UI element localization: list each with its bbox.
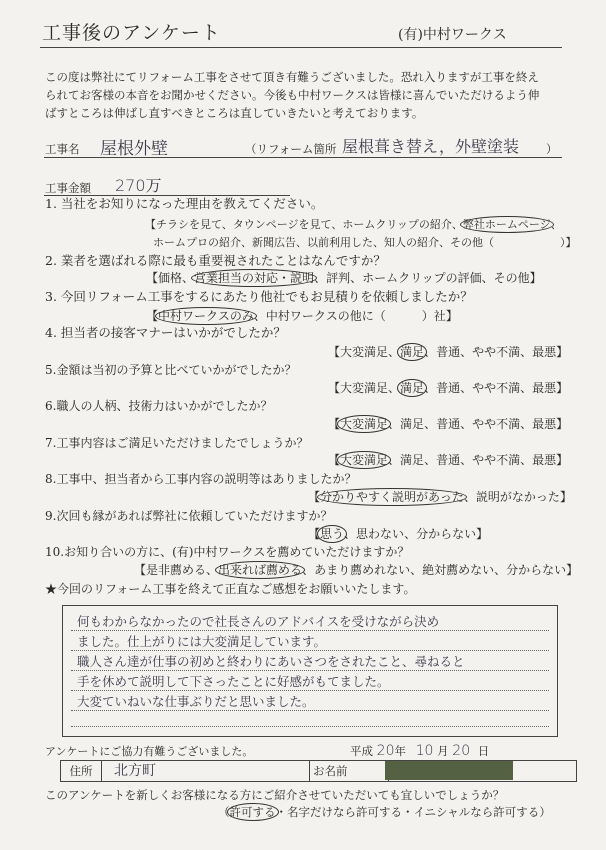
date-year: 20 (376, 743, 395, 759)
bracket-open: 【 (328, 417, 341, 431)
company-name: (有)中村ワークス (398, 27, 507, 43)
option[interactable]: やや不満 (472, 345, 521, 359)
bracket-open: （ (218, 805, 230, 819)
bracket-close: 】 (559, 490, 572, 504)
option[interactable]: やや不満 (472, 453, 521, 467)
option[interactable]: タウンページを見て (232, 218, 332, 231)
question-2-options (146, 270, 542, 286)
option[interactable]: 普通 (436, 345, 461, 359)
separator: 、 (296, 236, 307, 249)
day-label: 日 (477, 744, 490, 758)
bracket-open: 【 (146, 271, 159, 285)
option[interactable]: 普通 (436, 381, 461, 395)
option-selected[interactable]: 満足 (397, 343, 427, 361)
address-field[interactable] (102, 761, 310, 781)
separator: 、 (404, 527, 417, 541)
comment-prompt: ★今回のリフォーム工事を終えて正直なご感想をお願いいたします。 (45, 582, 416, 596)
option[interactable]: 満足 (400, 417, 425, 431)
separator: 、 (331, 218, 343, 231)
dotted-line (71, 726, 549, 727)
question-4: 4. 担当者の接客マナーはいかがでしたか？ (45, 325, 286, 340)
bracket-open: 【 (328, 453, 341, 467)
option[interactable]: 普通 (436, 417, 461, 431)
question-6: 6.職人の人柄、技術力はいかがでしたか？ (45, 399, 273, 413)
bracket-close: 】 (476, 527, 489, 541)
separator: 、 (460, 345, 473, 359)
bracket-open: 【 (328, 345, 341, 359)
project-name-underline (44, 157, 562, 158)
dotted-line (71, 650, 549, 651)
option-selected[interactable]: 営業担当の対応・説明 (191, 269, 317, 287)
option[interactable]: 最悪 (532, 453, 557, 467)
separator: 、 (253, 309, 266, 323)
intro-line: ばすところは伸ばし直すべきところは直していきたいと考えております。 (45, 106, 424, 120)
separator: 、 (388, 381, 401, 395)
address-label: 住所 (61, 761, 102, 781)
bracket-close: ） (539, 805, 551, 819)
separator: 、 (463, 490, 476, 504)
separator: 、 (350, 271, 363, 285)
separator: 、 (460, 381, 473, 395)
option[interactable]: やや不満 (472, 381, 521, 395)
option-selected[interactable]: 弊社ホームページ (460, 216, 554, 233)
amount-label: 工事金額 (45, 181, 91, 195)
option[interactable]: 満足 (400, 453, 425, 467)
option[interactable]: 最悪 (532, 345, 557, 359)
separator: 、 (314, 271, 327, 285)
month-label: 月 (437, 744, 449, 758)
date-era: 平成 (350, 744, 373, 758)
separator: 、 (439, 236, 450, 249)
option[interactable]: 価格 (158, 271, 183, 285)
separator: 、 (424, 453, 437, 467)
option[interactable]: 名字だけなら許可する (287, 805, 402, 819)
separator: 、 (424, 417, 437, 431)
option-selected[interactable]: 満足 (397, 379, 427, 397)
option[interactable]: 知人の紹介 (384, 236, 439, 249)
question-1-options (145, 217, 562, 233)
date-day: 20 (452, 743, 471, 759)
comment-line: 手を休めて説明して下さったことに好感がもてました。 (77, 674, 390, 689)
question-3: 3. 今回リフォーム工事をするにあたり他社でもお見積りを依頼しましたか？ (45, 289, 473, 304)
option-selected[interactable]: 大変満足 (337, 451, 391, 469)
option[interactable]: 分からない (416, 527, 477, 541)
comment-line: ました。仕上がりには大変満足しています。 (77, 634, 327, 649)
bracket-close: 】 (566, 563, 579, 577)
separator: 、 (388, 345, 401, 359)
option[interactable]: 思わない (356, 527, 405, 541)
page-title: 工事後のアンケート (42, 22, 221, 44)
separator: 、 (550, 218, 562, 231)
option[interactable]: 最悪 (532, 417, 557, 431)
option-selected[interactable]: 中村ワークスのみ (155, 307, 257, 325)
bracket-close: 】 (556, 417, 569, 431)
separator: ・ (275, 805, 287, 819)
option[interactable]: 大変満足 (340, 381, 389, 395)
separator: 、 (494, 563, 507, 577)
bracket-open: 【 (146, 309, 159, 323)
separator: 、 (410, 563, 423, 577)
separator: 、 (221, 218, 233, 231)
separator: 、 (520, 417, 533, 431)
option[interactable]: 分からない (506, 563, 567, 577)
separator: 、 (520, 453, 533, 467)
separator: ・ (402, 805, 414, 819)
bracket-close: 】 (556, 381, 569, 395)
intro-line: られてお客様の本音をお聞かせください。今後も中村ワークスは皆様に喜んでいただけるよう伸 (45, 88, 540, 102)
bracket-open: 【 (308, 490, 321, 504)
bracket-close: 】 (556, 453, 569, 467)
question-7-options (328, 452, 568, 468)
question-4-options (328, 344, 568, 360)
option[interactable]: イニシャルなら許可する (413, 805, 540, 819)
dotted-line (71, 710, 549, 711)
bracket-open: 【 (328, 381, 341, 395)
option[interactable]: ホームクリップの紹介 (342, 218, 452, 231)
question-5: 5.金額は当初の予算と比べていかがでしたか？ (45, 363, 297, 377)
comment-line: 何もわからなかったので社長さんのアドバイスを受けながら決め (77, 614, 440, 629)
question-10-options (134, 562, 578, 578)
separator: 、 (520, 381, 533, 395)
option-selected[interactable]: 大変満足 (337, 415, 391, 433)
option[interactable]: その他 (493, 271, 530, 285)
dotted-line (71, 630, 549, 631)
option[interactable]: ホームプロの紹介 (153, 236, 241, 249)
separator: 、 (241, 236, 252, 249)
bracket-open: 【 (134, 563, 147, 577)
separator: 、 (460, 417, 473, 431)
option[interactable]: 大変満足 (340, 345, 389, 359)
project-name-value: 屋根外壁 (100, 139, 168, 159)
location-value: 屋根葺き替え，外壁塗装 (342, 137, 519, 156)
bracket-close: 】 (445, 309, 458, 323)
option[interactable]: 中村ワークスの他に（ ）社 (265, 309, 446, 323)
intro-line: この度は弊社にてリフォーム工事をさせて頂き有難うございました。恐れ入りますが工事を終え (45, 70, 539, 84)
separator: 、 (451, 218, 463, 231)
option[interactable]: やや不満 (472, 417, 521, 431)
dotted-line (71, 670, 549, 671)
separator: 、 (182, 271, 195, 285)
question-9: 9.次回も縁があれば弊社に依頼していただけますか？ (45, 509, 333, 523)
bracket-close: 】 (556, 345, 569, 359)
separator: 、 (344, 527, 357, 541)
option[interactable]: 以前利用した (307, 236, 373, 249)
redacted-name (385, 761, 513, 780)
thanks-text: アンケートにご協力有難うございました。 (45, 745, 254, 758)
title-divider (40, 47, 562, 48)
option[interactable]: 説明がなかった (475, 490, 560, 504)
comment-box[interactable] (62, 605, 558, 737)
option[interactable]: 最悪 (532, 381, 557, 395)
location-label: （リフォーム箇所 (245, 142, 337, 156)
question-6-options (328, 416, 568, 432)
option-selected[interactable]: 出来れば薦める (215, 561, 305, 579)
option[interactable]: 新聞広告 (252, 236, 296, 249)
question-8-options (308, 489, 572, 505)
separator: 、 (388, 453, 401, 467)
question-2: 2. 業者を選ばれる際に最も重要視されたことはなんですか？ (45, 253, 386, 268)
question-5-options (328, 380, 568, 396)
name-label: お名前 (309, 761, 389, 781)
option[interactable]: その他（ ） (450, 236, 566, 249)
dotted-line (71, 690, 549, 691)
option[interactable]: 普通 (436, 453, 461, 467)
option-selected[interactable]: 分かりやすく説明があった (317, 488, 467, 506)
address-value: 北方町 (114, 763, 156, 779)
option[interactable]: 絶対薦めない (422, 563, 495, 577)
option-selected[interactable]: 許可する (227, 803, 279, 821)
separator: 、 (373, 236, 384, 249)
bracket-open: 【 (308, 527, 321, 541)
option[interactable]: あまり薦めれない (314, 563, 411, 577)
option[interactable]: 評判 (326, 271, 351, 285)
option[interactable]: ホームクリップの評価 (362, 271, 482, 285)
separator: 、 (520, 345, 533, 359)
bracket-close: 】 (529, 271, 542, 285)
option-selected[interactable]: 思う (317, 525, 347, 543)
question-7: 7.工事内容はご満足いただけましたでしょうか？ (45, 436, 309, 450)
question-1: 1. 当社をお知りになった理由を教えてください。 (45, 196, 324, 211)
option[interactable]: 是非薦める (146, 563, 207, 577)
option[interactable]: チラシを見て (156, 218, 222, 231)
project-name-label: 工事名 (45, 142, 80, 156)
question-9-options (308, 526, 488, 542)
separator: 、 (302, 563, 315, 577)
separator: 、 (481, 271, 494, 285)
comment-line: 職人さん達が仕事の初めと終わりにあいさつをされたこと、尋ねると (77, 654, 465, 669)
separator: 、 (424, 381, 437, 395)
date-month: 10 (415, 743, 434, 759)
question-3-options (146, 308, 458, 324)
permission-question: このアンケートを新しくお客様になる方にご紹介させていただいても宜しいでしょうか？ (45, 788, 505, 802)
question-1-options-cont (153, 235, 577, 251)
separator: 、 (206, 563, 219, 577)
bracket-close: 】 (565, 236, 577, 249)
location-close: ） (546, 142, 558, 156)
separator: 、 (460, 453, 473, 467)
question-10: 10.お知り合いの方に、(有)中村ワークスを薦めていただけますか？ (45, 545, 410, 559)
survey-date (350, 743, 489, 759)
permission-options (218, 804, 551, 820)
separator: 、 (388, 417, 401, 431)
comment-line: 大変ていねいな仕事ぶりだと思いました。 (77, 694, 315, 709)
year-label: 年 (394, 744, 406, 758)
separator: 、 (424, 345, 437, 359)
question-8: 8.工事中、担当者から工事内容の説明等はありましたか？ (45, 472, 357, 486)
bracket-open: 【 (145, 218, 156, 231)
amount-value: 270万 (115, 176, 162, 195)
